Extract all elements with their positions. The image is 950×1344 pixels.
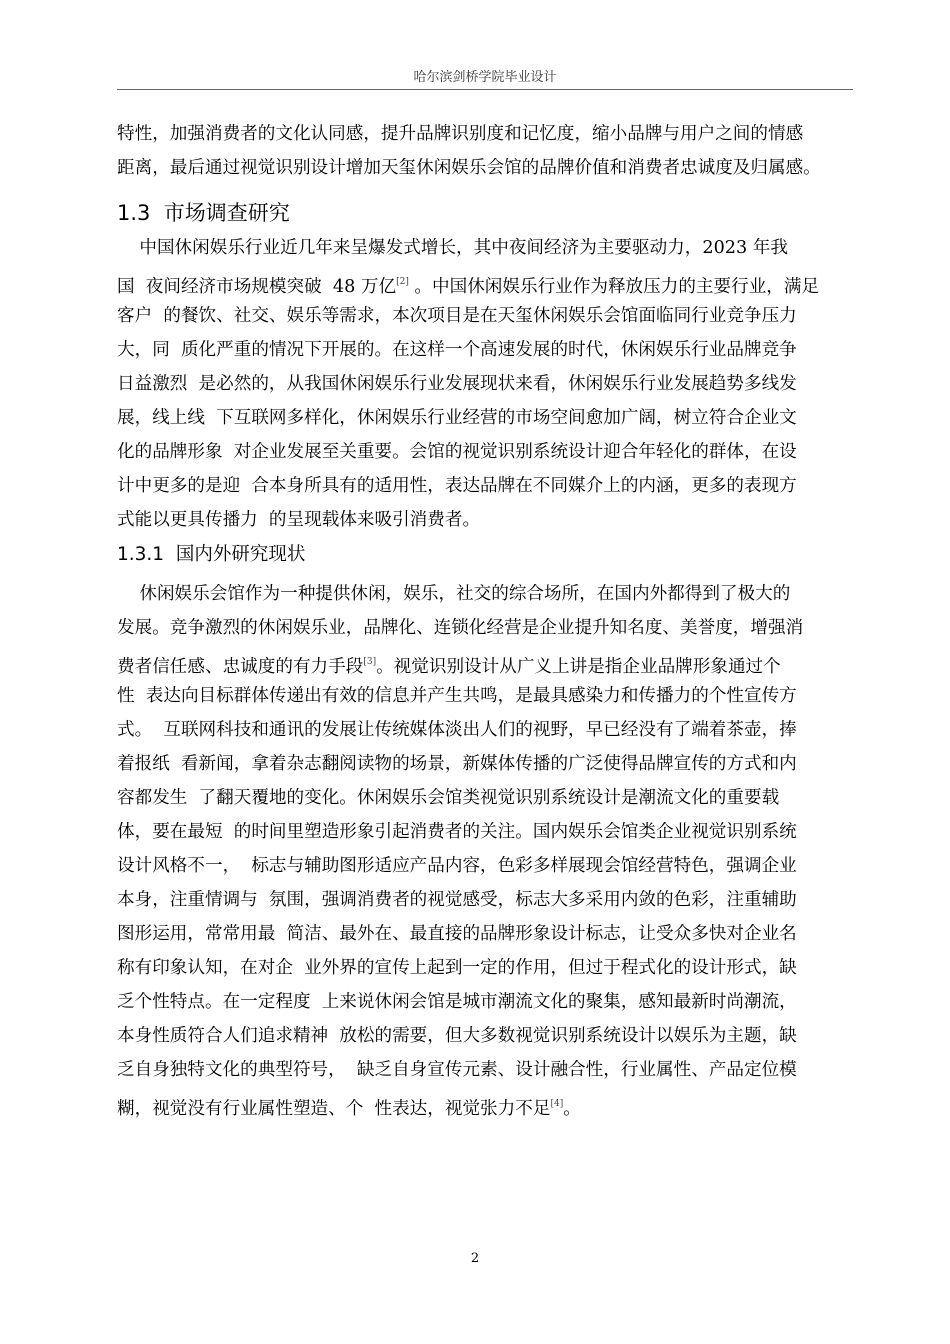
body-line-with-citation [117,271,819,298]
body-line: 中国休闲娱乐行业近几年来呈爆发式增长，其中夜间经济为主要驱动力，2023 年我 [117,238,788,258]
body-line-with-citation [117,651,781,678]
body-line: 距离，最后通过视觉识别设计增加天玺休闲娱乐会馆的品牌价值和消费者忠诚度及归属感。 [117,158,821,178]
body-text: 。视觉识别设计从广义上讲是指企业品牌形象通过个 [376,657,781,677]
section-heading-1-3: 1.3 市场调查研究 [117,201,290,225]
body-line: 设计风格不一， 标志与辅助图形适应产品内容，色彩多样展现会馆经营特色，强调企业 [117,856,797,876]
body-line: 性 表达向目标群体传递出有效的信息并产生共鸣，是最具感染力和传播力的个性宣传方 [117,686,797,706]
body-line: 本身性质符合人们追求精神 放松的需要，但大多数视觉识别系统设计以娱乐为主题，缺 [117,1026,797,1046]
body-line: 发展。竞争激烈的休闲娱乐业，品牌化、连锁化经营是企业提升知名度、美誉度，增强消 [117,618,804,638]
body-line: 式能以更具传播力 的呈现载体来吸引消费者。 [117,510,481,530]
page-number: 2 [470,1251,480,1266]
body-line: 着报纸 看新闻，拿着杂志翻阅读物的场景，新媒体传播的广泛使得品牌宣传的方式和内 [117,754,797,774]
body-line: 化的品牌形象 对企业发展至关重要。会馆的视觉识别系统设计迎合年轻化的群体，在设 [117,442,797,462]
body-line: 特性，加强消费者的文化认同感，提升品牌识别度和记忆度，缩小品牌与用户之间的情感 [117,124,804,144]
body-line: 体，要在最短 的时间里塑造形象引起消费者的关注。国内娱乐会馆类企业视觉识别系统 [117,822,797,842]
page-header: 哈尔滨剑桥学院毕业设计 [413,70,557,85]
body-line: 式。 互联网科技和通讯的发展让传统媒体淡出人们的视野，早已经没有了端着茶壶，捧 [117,720,797,740]
body-text: 。中国休闲娱乐行业作为释放压力的主要行业，满足 [408,277,820,297]
body-line: 大，同 质化严重的情况下开展的。在这样一个高速发展的时代，休闲娱乐行业品牌竞争 [117,340,797,360]
body-line: 本身，注重情调与 氛围，强调消费者的视觉感受，标志大多采用内敛的色彩，注重辅助 [117,890,797,910]
citation-ref: [4] [550,1099,564,1109]
section-heading-1-3-1: 1.3.1 国内外研究现状 [117,544,306,565]
body-line: 计中更多的是迎 合本身所具有的适用性，表达品牌在不同媒介上的内涵，更多的表现方 [117,476,797,496]
body-line: 客户 的餐饮、社交、娱乐等需求，本次项目是在天玺休闲娱乐会馆面临同行业竞争压力 [117,306,797,326]
body-line-with-citation [117,1093,581,1120]
body-line: 称有印象认知，在对企 业外界的宣传上起到一定的作用，但过于程式化的设计形式，缺 [117,958,797,978]
body-line: 容都发生 了翻天覆地的变化。休闲娱乐会馆类视觉识别系统设计是潮流文化的重要载 [117,788,780,808]
body-line: 乏个性特点。在一定程度 上来说休闲会馆是城市潮流文化的聚集，感知最新时尚潮流， [117,992,797,1012]
body-line: 日益激烈 是必然的，从我国休闲娱乐行业发展现状来看，休闲娱乐行业发展趋势多线发 [117,374,797,394]
body-line: 展，线上线 下互联网多样化，休闲娱乐行业经营的市场空间愈加广阔，树立符合企业文 [117,408,797,428]
citation-ref: [3] [363,657,377,667]
body-text: 费者信任感、忠诚度的有力手段 [117,657,364,677]
body-line: 休闲娱乐会馆作为一种提供休闲，娱乐，社交的综合场所，在国内外都得到了极大的 [117,584,791,604]
header-divider [117,89,853,90]
body-text: 国 夜间经济市场规模突破 48 万亿 [117,277,397,297]
citation-ref: [2] [396,277,409,287]
body-line: 图形运用，常常用最 简洁、最外在、最直接的品牌形象设计标志，让受众多快对企业名 [117,924,797,944]
body-text: 。 [563,1099,581,1119]
body-line: 乏自身独特文化的典型符号， 缺乏自身宣传元素、设计融合性，行业属性、产品定位模 [117,1060,797,1080]
body-text: 糊，视觉没有行业属性塑造、个 性表达，视觉张力不足 [117,1099,551,1119]
